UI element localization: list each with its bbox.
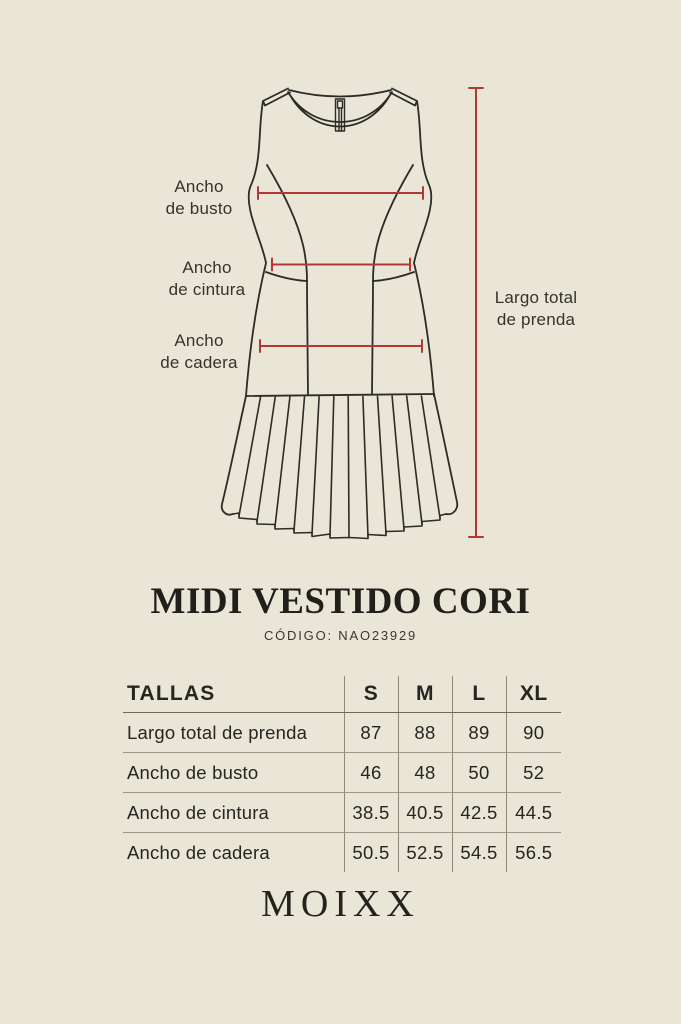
row-value: 52.5 [398, 833, 452, 873]
row-value: 50.5 [344, 833, 398, 873]
waist-seam-lines [266, 272, 414, 281]
size-table [123, 676, 561, 872]
row-value: 40.5 [398, 793, 452, 833]
size-table-header-row [123, 676, 561, 713]
size-col-header-s: S [344, 676, 398, 713]
brand-logo: MOIXX [261, 883, 420, 925]
row-value: 56.5 [506, 833, 561, 873]
table-row-hip-width [123, 833, 561, 873]
row-value: 88 [398, 713, 452, 753]
bodice-right-outline [414, 101, 434, 396]
row-label: Ancho de cadera [123, 833, 344, 873]
left-strap-line [263, 89, 290, 106]
product-title: MIDI VESTIDO CORI [150, 581, 531, 622]
pleat-lines [239, 396, 440, 538]
bust-width-label [124, 176, 274, 220]
row-value: 44.5 [506, 793, 561, 833]
row-value: 42.5 [452, 793, 506, 833]
row-value: 54.5 [452, 833, 506, 873]
hip-measure-line [260, 340, 422, 352]
row-value: 38.5 [344, 793, 398, 833]
row-value: 50 [452, 753, 506, 793]
row-label: Ancho de busto [123, 753, 344, 793]
hip-width-label [124, 330, 274, 374]
skirt-right-edge [434, 394, 457, 514]
row-value: 89 [452, 713, 506, 753]
row-value: 48 [398, 753, 452, 793]
product-code: CÓDIGO: NAO23929 [263, 628, 418, 643]
row-label: Largo total de prenda [127, 721, 308, 743]
right-princess-seam [372, 165, 413, 394]
total-length-label-line1: Largo total [494, 288, 578, 307]
waist-measure-line [272, 259, 410, 271]
size-col-header-l: L [452, 676, 506, 713]
total-length-label-line2: de prenda [496, 310, 576, 329]
skirt-attachment-seam [246, 394, 434, 396]
row-value: 87 [344, 713, 398, 753]
hip-width-label-line2: de cadera [160, 353, 238, 372]
table-row-bust-width [123, 753, 561, 793]
row-label: Ancho de cintura [123, 793, 344, 833]
hip-width-label-line1: Ancho [174, 331, 224, 350]
size-col-header-xl: XL [506, 676, 561, 713]
size-table-corner-header: TALLAS [123, 676, 344, 713]
table-row-total-length [123, 713, 561, 753]
table-row-waist-width [123, 793, 561, 833]
waist-width-label-line1: Ancho [182, 258, 232, 277]
size-col-header-m: M [398, 676, 452, 713]
waist-width-label-line2: de cintura [168, 280, 246, 299]
right-strap-line [390, 89, 417, 106]
bust-width-label-line2: de busto [165, 199, 233, 218]
row-value: 52 [506, 753, 561, 793]
row-value: 46 [344, 753, 398, 793]
back-neckline [289, 90, 391, 97]
pleated-hem [233, 513, 446, 539]
bust-measure-line [258, 187, 423, 199]
total-length-label [461, 287, 611, 331]
row-value: 90 [506, 713, 561, 753]
waist-width-label [132, 257, 282, 301]
bust-width-label-line1: Ancho [174, 177, 224, 196]
